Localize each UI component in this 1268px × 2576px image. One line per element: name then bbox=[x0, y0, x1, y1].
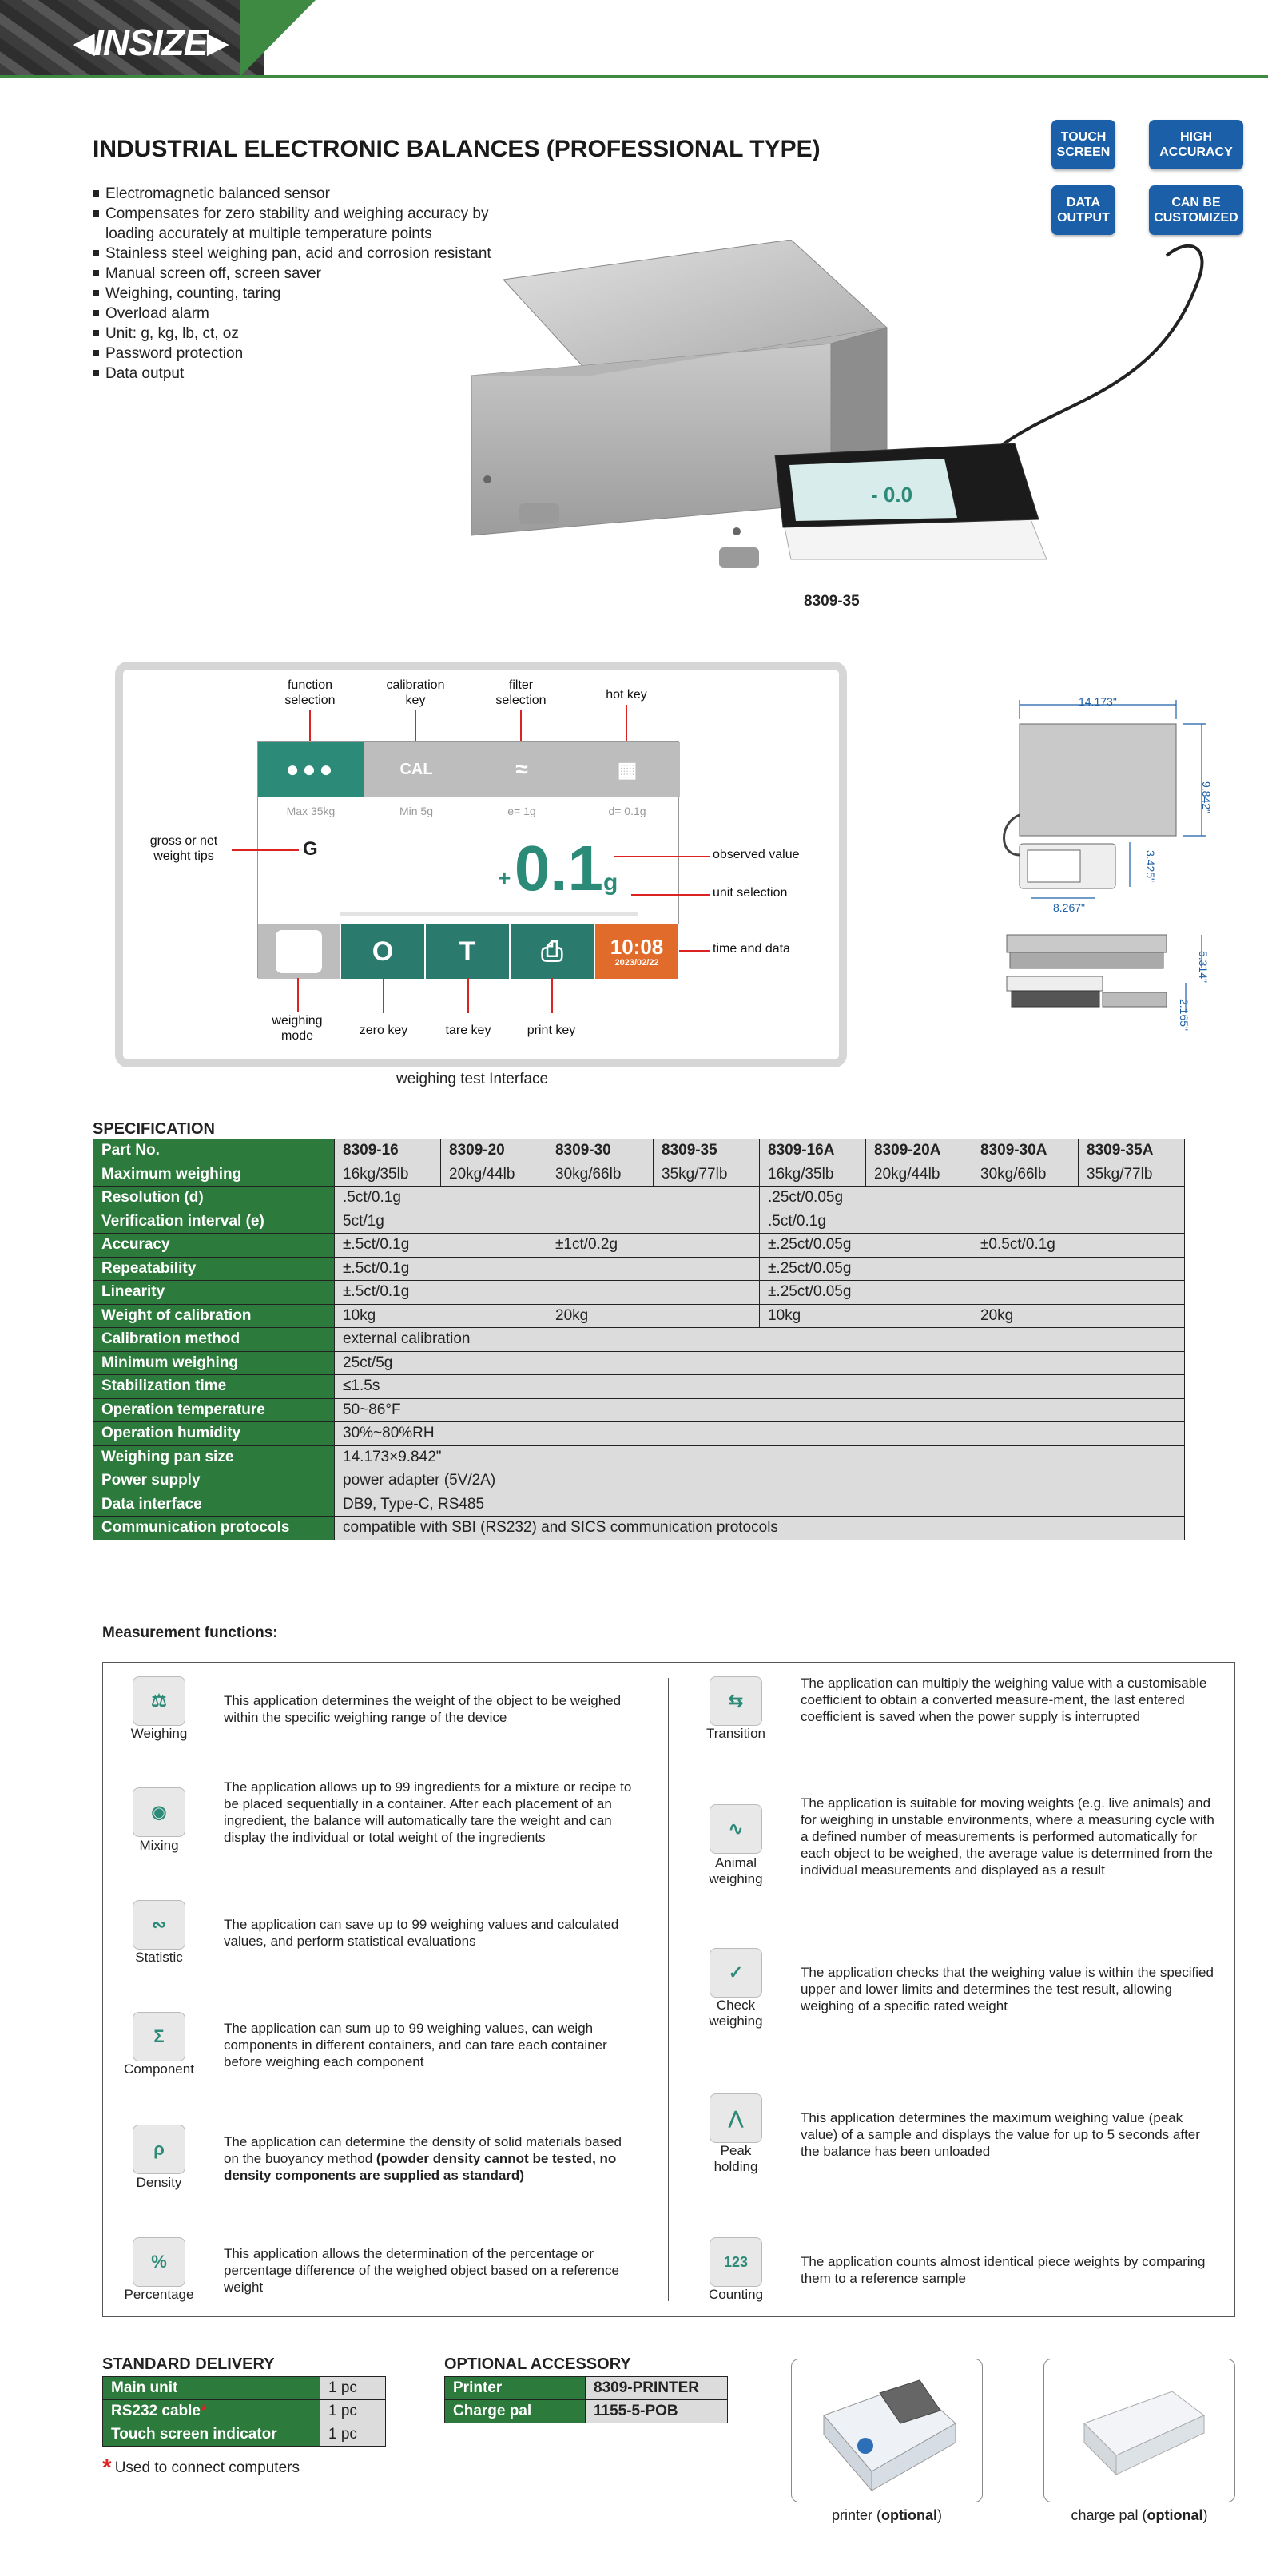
function-selection-button[interactable] bbox=[258, 742, 364, 797]
filter-selection-button[interactable] bbox=[469, 742, 574, 797]
badge-line: OUTPUT bbox=[1057, 211, 1110, 225]
verification-interval: e= 1g bbox=[507, 805, 536, 817]
table-cell: 1 pc bbox=[320, 2400, 386, 2423]
product-image bbox=[455, 240, 1238, 591]
unit-selection-button[interactable]: g bbox=[603, 869, 618, 896]
dimension-display-thickness: 2.165" bbox=[1178, 998, 1191, 1032]
callout-line: weighing bbox=[272, 1014, 323, 1028]
callout-weighing-mode bbox=[257, 1013, 337, 1044]
feature-item: Weighing, counting, taring bbox=[93, 284, 540, 304]
caption-close: ) bbox=[1202, 2507, 1208, 2523]
brand-logo bbox=[74, 21, 228, 64]
table-cell: 30kg/66lb bbox=[547, 1163, 654, 1187]
charge-pal-image-box bbox=[1043, 2359, 1235, 2502]
statistic-icon: ∾ bbox=[133, 1900, 185, 1950]
feature-item: Unit: g, kg, lb, ct, oz bbox=[93, 324, 540, 344]
table-cell: 16kg/35lb bbox=[760, 1163, 866, 1187]
badge-line: CUSTOMIZED bbox=[1154, 211, 1238, 225]
badge-line: ACCURACY bbox=[1159, 145, 1233, 159]
density-rho-icon: ρ bbox=[133, 2125, 185, 2174]
optional-accessory-title: OPTIONAL ACCESSORY bbox=[444, 2355, 631, 2373]
printer-image bbox=[792, 2359, 982, 2502]
function-description: The application can save up to 99 weighing values and calculated values, and perform statistical evaluations bbox=[224, 1917, 619, 1949]
row-header: Printer bbox=[445, 2377, 586, 2400]
table-row bbox=[93, 1328, 1185, 1352]
table-cell: ±.5ct/0.1g bbox=[335, 1257, 760, 1281]
badge-data-output bbox=[1051, 185, 1115, 235]
table-cell: .5ct/0.1g bbox=[760, 1210, 1185, 1234]
callout-tare-key: tare key bbox=[445, 1024, 491, 1037]
logo-text: INSIZE bbox=[93, 22, 208, 63]
row-header: Repeatability bbox=[93, 1257, 335, 1281]
logo-arrow-left-icon: ◀ bbox=[74, 28, 94, 58]
row-header: Resolution (d) bbox=[93, 1187, 335, 1210]
table-row bbox=[93, 1257, 1185, 1281]
page-header bbox=[0, 0, 1268, 80]
row-header-text: RS232 cable bbox=[111, 2403, 201, 2419]
row-header: Calibration method bbox=[93, 1328, 335, 1352]
leader-line bbox=[679, 950, 710, 952]
table-cell: 1 pc bbox=[320, 2377, 386, 2400]
printer-image-box bbox=[791, 2359, 983, 2502]
table-cell: 14.173×9.842" bbox=[335, 1445, 1185, 1469]
table-row bbox=[93, 1187, 1185, 1210]
function-name: Density bbox=[136, 2175, 182, 2190]
dots-icon: ●●● bbox=[285, 757, 336, 781]
function-description: This application determines the weight of the object to be weighed within the specific weighing range of the device bbox=[224, 1693, 622, 1725]
callout-line: selection bbox=[284, 694, 336, 707]
callout-observed-value: observed value bbox=[713, 848, 800, 861]
function-description: The application checks that the weighing value is within the specified upper and lower limits and determines the test result, allowing weighing of a specific rated weight bbox=[801, 1965, 1214, 2013]
model-cell: 8309-16A bbox=[760, 1139, 866, 1163]
callout-line: weight tips bbox=[153, 849, 214, 863]
row-header: Weighing pan size bbox=[93, 1445, 335, 1469]
row-header bbox=[103, 2400, 320, 2423]
counting-icon: 123 bbox=[710, 2237, 762, 2287]
row-header: Operation humidity bbox=[93, 1422, 335, 1446]
leader-line bbox=[520, 710, 522, 741]
function-description: The application can multiply the weighing value with a customisable coefficient to obtain a converted measure-ment, the last entered coefficient is saved when the power supply is interrupted bbox=[801, 1676, 1207, 1724]
functions-title: Measurement functions: bbox=[102, 1624, 278, 1641]
reading-sign: + bbox=[498, 865, 511, 890]
feature-item: Electromagnetic balanced sensor bbox=[93, 184, 540, 204]
table-cell: 1155-5-POB bbox=[586, 2400, 728, 2423]
product-model: 8309-35 bbox=[804, 593, 860, 610]
table-cell: ±.25ct/0.05g bbox=[760, 1257, 1185, 1281]
table-row bbox=[93, 1422, 1185, 1446]
function-name-line: weighing bbox=[709, 2013, 763, 2029]
filter-wave-icon: ≈ bbox=[515, 757, 528, 781]
callout-time-and-data: time and data bbox=[713, 942, 790, 956]
charge-pal-caption bbox=[1043, 2507, 1235, 2524]
function-name bbox=[692, 1855, 780, 1887]
leader-line bbox=[631, 894, 710, 896]
table-row bbox=[93, 1139, 1185, 1163]
callout-line: filter bbox=[508, 678, 534, 692]
table-cell: 30%~80%RH bbox=[335, 1422, 1185, 1446]
function-description: This application allows the determination of the percentage or percentage difference of the weighed object based on a reference weight bbox=[224, 2246, 619, 2295]
table-cell: compatible with SBI (RS232) and SICS communication protocols bbox=[335, 1517, 1185, 1540]
table-cell: 20kg/44lb bbox=[866, 1163, 972, 1187]
table-cell: ±.25ct/0.05g bbox=[760, 1234, 972, 1258]
clock-date: 2023/02/22 bbox=[614, 958, 659, 968]
tare-key-label: T bbox=[459, 936, 476, 967]
charge-pal-image bbox=[1044, 2359, 1234, 2502]
table-cell: ±0.5ct/0.1g bbox=[972, 1234, 1185, 1258]
model-cell: 8309-30 bbox=[547, 1139, 654, 1163]
feature-item: Overload alarm bbox=[93, 304, 540, 324]
callout-line: mode bbox=[280, 1029, 314, 1043]
row-header: Charge pal bbox=[445, 2400, 586, 2423]
grid-icon: ▦ bbox=[617, 757, 638, 781]
function-description: The application counts almost identical piece weights by comparing them to a reference sample bbox=[801, 2254, 1206, 2286]
function-description: The application allows up to 99 ingredients for a mixture or recipe to be placed sequentially in a container. After each placement of an ingredient, the balance will automatically tare the weight and can display the individual or total weight of the ingredients bbox=[224, 1779, 632, 1845]
badge-high-accuracy bbox=[1149, 120, 1243, 169]
table-cell: 20kg bbox=[547, 1304, 760, 1328]
table-cell: 1 pc bbox=[320, 2423, 386, 2447]
callout-line: calibration bbox=[386, 678, 445, 692]
table-cell: 30kg/66lb bbox=[972, 1163, 1079, 1187]
leader-line bbox=[551, 978, 553, 1013]
interface-bottom-bar bbox=[258, 924, 680, 979]
function-name: Mixing bbox=[139, 1838, 179, 1853]
table-row bbox=[93, 1234, 1185, 1258]
row-header: Accuracy bbox=[93, 1234, 335, 1258]
leader-line bbox=[614, 856, 710, 857]
table-row bbox=[93, 1210, 1185, 1234]
screw bbox=[733, 527, 741, 535]
feature-item-continued: loading accurately at multiple temperature points bbox=[105, 225, 432, 242]
row-header: Maximum weighing bbox=[93, 1163, 335, 1187]
table-cell: .5ct/0.1g bbox=[335, 1187, 760, 1210]
table-cell: 50~86°F bbox=[335, 1398, 1185, 1422]
function-description: This application determines the maximum weighing value (peak value) of a sample and displays the value for up to 5 seconds after the balance has been unloaded bbox=[801, 2110, 1200, 2159]
max-capacity: Max 35kg bbox=[286, 805, 336, 817]
spec-table bbox=[93, 1139, 1185, 1540]
model-cell: 8309-35A bbox=[1079, 1139, 1185, 1163]
badge-can-be-customized bbox=[1149, 185, 1243, 235]
standard-delivery-table bbox=[102, 2376, 386, 2447]
feature-item: Data output bbox=[93, 364, 540, 384]
table-row bbox=[93, 1351, 1185, 1375]
function-description: The application is suitable for moving weights (e.g. live animals) and for weighing in unstable environments, where a measuring cycle with a defined number of measurements is performed automatically for each object to be weighed, the average value is determined from the individual measurements and displayed as a result bbox=[801, 1795, 1214, 1878]
function-name: Statistic bbox=[135, 1950, 183, 1965]
calibration-button[interactable] bbox=[364, 742, 469, 797]
table-cell: ±1ct/0.2g bbox=[547, 1234, 760, 1258]
functions-divider bbox=[668, 1678, 669, 2301]
table-cell: 20kg bbox=[972, 1304, 1185, 1328]
table-cell: 16kg/35lb bbox=[335, 1163, 441, 1187]
table-row bbox=[445, 2377, 728, 2400]
interface-caption: weighing test Interface bbox=[396, 1071, 549, 1087]
table-row bbox=[93, 1281, 1185, 1305]
callout-line: function bbox=[287, 678, 333, 692]
callout-zero-key: zero key bbox=[359, 1024, 408, 1037]
optional-accessory-table bbox=[444, 2376, 728, 2423]
clock-time: 10:08 bbox=[610, 935, 664, 959]
leader-line bbox=[626, 705, 627, 741]
function-name: Transition bbox=[706, 1726, 765, 1741]
caption-close: ) bbox=[937, 2507, 942, 2523]
table-cell: ±.5ct/0.1g bbox=[335, 1281, 760, 1305]
transition-icon: ⇆ bbox=[710, 1676, 762, 1726]
table-cell: ±.25ct/0.05g bbox=[760, 1281, 1185, 1305]
footnote bbox=[102, 2455, 300, 2482]
callout-filter-selection bbox=[481, 678, 561, 708]
feature-item: Stainless steel weighing pan, acid and corrosion resistant bbox=[93, 244, 540, 264]
observed-value bbox=[498, 833, 618, 904]
feature-item: Manual screen off, screen saver bbox=[93, 264, 540, 284]
reading-number: 0.1 bbox=[514, 833, 604, 904]
badge-line: CAN BE bbox=[1171, 196, 1221, 209]
page-title: INDUSTRIAL ELECTRONIC BALANCES (PROFESSIONAL TYPE) bbox=[93, 136, 821, 162]
table-cell: 25ct/5g bbox=[335, 1351, 1185, 1375]
function-description: The application can sum up to 99 weighing values, can weigh components in different containers, and can tare each container before weighing each component bbox=[224, 2021, 607, 2069]
feature-item: Password protection bbox=[93, 344, 540, 364]
callout-function-selection bbox=[270, 678, 350, 708]
check-icon: ✓ bbox=[710, 1948, 762, 1998]
standard-delivery-title: STANDARD DELIVERY bbox=[102, 2355, 275, 2373]
foot bbox=[519, 503, 559, 524]
table-cell: 35kg/77lb bbox=[1079, 1163, 1185, 1187]
function-name-line: holding bbox=[713, 2159, 758, 2174]
resolution: d= 0.1g bbox=[608, 805, 646, 817]
table-cell: DB9, Type-C, RS485 bbox=[335, 1493, 1185, 1517]
row-header: Stabilization time bbox=[93, 1375, 335, 1399]
row-header: Part No. bbox=[93, 1139, 335, 1163]
foot bbox=[719, 547, 759, 568]
model-cell: 8309-16 bbox=[335, 1139, 441, 1163]
caption-optional: optional bbox=[881, 2507, 937, 2523]
row-header: Data interface bbox=[93, 1493, 335, 1517]
function-name: Percentage bbox=[124, 2287, 194, 2302]
row-header: Operation temperature bbox=[93, 1398, 335, 1422]
tare-key[interactable] bbox=[426, 924, 511, 979]
time-and-date bbox=[595, 924, 680, 979]
weighing-mode-icon bbox=[276, 930, 322, 973]
indicator-reading: - 0.0 bbox=[871, 483, 913, 507]
badge-line: TOUCH bbox=[1060, 130, 1107, 144]
mixing-icon: ◉ bbox=[133, 1787, 185, 1837]
interface-top-bar bbox=[258, 742, 680, 797]
peak-icon: ⋀ bbox=[710, 2093, 762, 2143]
header-rule bbox=[0, 75, 1268, 78]
table-cell: 10kg bbox=[335, 1304, 547, 1328]
density-desc-text: The application can determine the density of solid materials based on the buoyancy method bbox=[224, 2134, 622, 2166]
feature-item: Compensates for zero stability and weighing accuracy by bbox=[93, 204, 540, 224]
asterisk-icon: * bbox=[200, 2403, 207, 2419]
callout-gross-net bbox=[136, 833, 232, 864]
table-cell: ±.5ct/0.1g bbox=[335, 1234, 547, 1258]
caption-text: printer ( bbox=[831, 2507, 881, 2523]
callout-line: gross or net bbox=[149, 834, 218, 848]
zero-key-label: O bbox=[372, 936, 394, 967]
table-row bbox=[93, 1517, 1185, 1540]
model-cell: 8309-20A bbox=[866, 1139, 972, 1163]
callout-print-key: print key bbox=[527, 1024, 576, 1037]
leader-line bbox=[309, 710, 311, 741]
row-header: Main unit bbox=[103, 2377, 320, 2400]
capacity-bar bbox=[340, 912, 638, 916]
screw bbox=[483, 475, 491, 483]
dimension-display-width: 8.267" bbox=[1053, 901, 1086, 914]
table-row bbox=[93, 1445, 1185, 1469]
function-name-line: Peak bbox=[720, 2143, 752, 2158]
function-name: Weighing bbox=[130, 1726, 188, 1741]
table-row bbox=[93, 1398, 1185, 1422]
leader-line bbox=[383, 978, 384, 1013]
row-header: Power supply bbox=[93, 1469, 335, 1493]
leader-line bbox=[297, 978, 299, 1012]
callout-line: selection bbox=[495, 694, 547, 707]
function-name-line: weighing bbox=[709, 1871, 763, 1886]
percentage-icon: % bbox=[133, 2237, 185, 2287]
function-name bbox=[692, 1998, 780, 2029]
badge-touch-screen bbox=[1051, 120, 1115, 169]
function-name: Component bbox=[124, 2061, 194, 2077]
weighing-interface bbox=[257, 741, 679, 978]
weighing-mode-button[interactable] bbox=[258, 924, 341, 979]
model-cell: 8309-20 bbox=[441, 1139, 547, 1163]
table-row bbox=[93, 1493, 1185, 1517]
sigma-icon: Σ bbox=[133, 2012, 185, 2061]
printer-caption bbox=[791, 2507, 983, 2524]
row-header: Communication protocols bbox=[93, 1517, 335, 1540]
printer-icon: ⎙ bbox=[541, 936, 563, 967]
table-row bbox=[103, 2400, 386, 2423]
header-accent bbox=[240, 0, 316, 77]
row-header: Minimum weighing bbox=[93, 1351, 335, 1375]
spec-title: SPECIFICATION bbox=[93, 1120, 215, 1138]
dimension-display-height: 3.425" bbox=[1144, 849, 1158, 883]
gross-net-indicator: G bbox=[303, 838, 318, 860]
leader-line bbox=[467, 978, 469, 1013]
table-row bbox=[445, 2400, 728, 2423]
caption-optional: optional bbox=[1147, 2507, 1203, 2523]
dimension-height: 5.314" bbox=[1197, 950, 1210, 984]
table-cell: 35kg/77lb bbox=[654, 1163, 760, 1187]
calibration-label: CAL bbox=[399, 760, 433, 778]
function-description bbox=[224, 2133, 639, 2184]
table-row bbox=[93, 1375, 1185, 1399]
function-name-line: Check bbox=[716, 1998, 756, 2013]
leader-line bbox=[232, 849, 299, 851]
table-row bbox=[93, 1469, 1185, 1493]
table-cell: 5ct/1g bbox=[335, 1210, 760, 1234]
animal-weighing-icon: ∿ bbox=[710, 1804, 762, 1854]
model-cell: 8309-30A bbox=[972, 1139, 1079, 1163]
table-row bbox=[93, 1163, 1185, 1187]
callout-line: key bbox=[405, 694, 426, 707]
density-desc-bold: (powder density cannot be tested, no density components are supplied as standard) bbox=[224, 2151, 617, 2183]
footnote-text: Used to connect computers bbox=[114, 2459, 300, 2476]
row-header: Weight of calibration bbox=[93, 1304, 335, 1328]
table-cell: .25ct/0.05g bbox=[760, 1187, 1185, 1210]
row-header: Touch screen indicator bbox=[103, 2423, 320, 2447]
zero-key[interactable] bbox=[341, 924, 426, 979]
logo-arrow-right-icon: ▶ bbox=[207, 28, 228, 58]
row-header: Verification interval (e) bbox=[93, 1210, 335, 1234]
table-cell: ≤1.5s bbox=[335, 1375, 1185, 1399]
function-name: Counting bbox=[708, 2287, 764, 2302]
table-row bbox=[93, 1304, 1185, 1328]
print-key[interactable] bbox=[511, 924, 595, 979]
table-cell: power adapter (5V/2A) bbox=[335, 1469, 1185, 1493]
table-cell: 8309-PRINTER bbox=[586, 2377, 728, 2400]
table-row bbox=[103, 2423, 386, 2447]
dimension-depth: 9.842" bbox=[1200, 781, 1214, 814]
callout-hot-key: hot key bbox=[606, 688, 647, 702]
leader-line bbox=[415, 710, 416, 741]
dimension-width: 14.173" bbox=[1079, 695, 1117, 708]
interface-spec-row bbox=[258, 805, 680, 817]
weighing-scale-icon: ⚖ bbox=[133, 1676, 185, 1726]
table-cell: 10kg bbox=[760, 1304, 972, 1328]
table-cell: 20kg/44lb bbox=[441, 1163, 547, 1187]
row-header: Linearity bbox=[93, 1281, 335, 1305]
caption-text: charge pal ( bbox=[1071, 2507, 1147, 2523]
callout-unit-selection: unit selection bbox=[713, 886, 788, 900]
function-name bbox=[692, 2143, 780, 2175]
function-name-line: Animal bbox=[715, 1855, 757, 1870]
hot-key-button[interactable] bbox=[574, 742, 680, 797]
callout-calibration-key bbox=[376, 678, 455, 708]
asterisk-icon: * bbox=[102, 2455, 112, 2481]
min-capacity: Min 5g bbox=[399, 805, 434, 817]
table-cell: external calibration bbox=[335, 1328, 1185, 1352]
model-cell: 8309-35 bbox=[654, 1139, 760, 1163]
badge-line: DATA bbox=[1066, 196, 1101, 209]
badge-line: SCREEN bbox=[1056, 145, 1111, 159]
table-row bbox=[103, 2377, 386, 2400]
badge-line: HIGH bbox=[1180, 130, 1212, 144]
